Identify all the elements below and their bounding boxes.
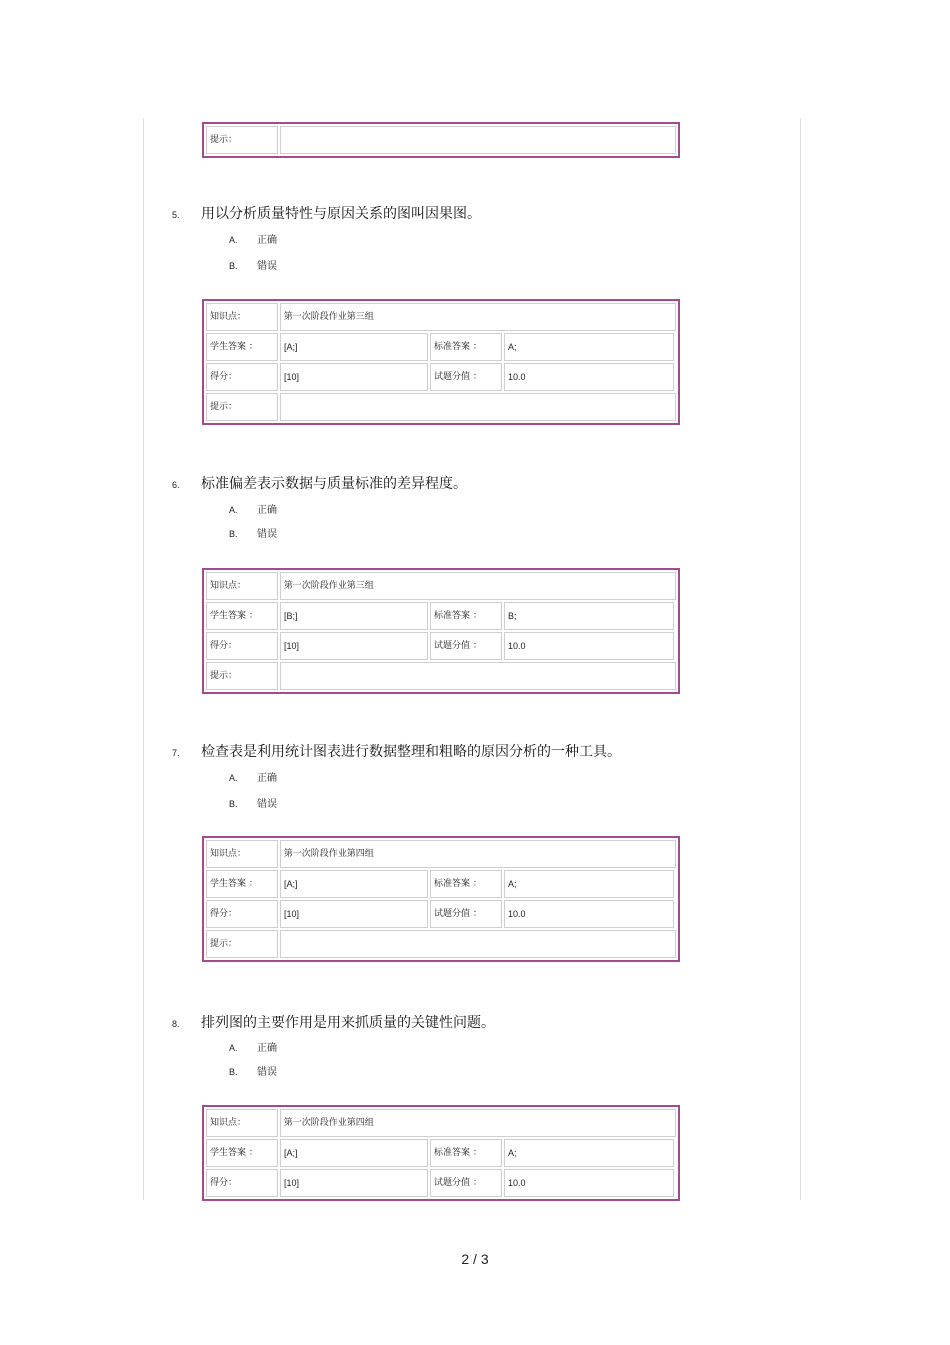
hint-label: 提示： [206, 930, 278, 958]
student-answer-value: [B;] [280, 602, 428, 630]
knowledge-row [206, 572, 676, 600]
question-score-value: 10.0 [504, 900, 674, 928]
right-border-line [800, 118, 801, 1200]
knowledge-row [206, 303, 676, 331]
question-text: 检查表是利用统计图表进行数据整理和粗略的原因分析的一种工具。 [201, 744, 621, 760]
knowledge-row [206, 1109, 676, 1137]
hint-label: 提示： [206, 126, 278, 154]
option-a: A. 正确 [229, 235, 277, 246]
question-number: 7. [172, 748, 180, 758]
student-answer-label: 学生答案 ： [206, 870, 278, 898]
answer-row [206, 1139, 676, 1167]
score-row [206, 1169, 676, 1197]
hint-row [206, 662, 676, 690]
score-value: [10] [280, 900, 428, 928]
standard-answer-value: A; [504, 1139, 674, 1167]
knowledge-value: 第一次阶段作业第三组 [280, 572, 676, 600]
answer-box [202, 568, 680, 694]
option-b: B. 错误 [229, 1067, 277, 1078]
knowledge-value: 第一次阶段作业第四组 [280, 840, 676, 868]
question-score-value: 10.0 [504, 363, 674, 391]
option-a: A. 正确 [229, 505, 277, 516]
score-value: [10] [280, 1169, 428, 1197]
question-score-label: 试题分值 ： [430, 900, 502, 928]
knowledge-label: 知识点： [206, 840, 278, 868]
hint-row [206, 930, 676, 958]
student-answer-label: 学生答案 ： [206, 333, 278, 361]
question-score-label: 试题分值 ： [430, 363, 502, 391]
standard-answer-label: 标准答案 ： [430, 602, 502, 630]
question-number: 6. [172, 480, 180, 490]
hint-value [280, 393, 676, 421]
score-label: 得分： [206, 363, 278, 391]
question-text: 用以分析质量特性与原因关系的图叫因果图。 [201, 206, 481, 222]
answer-box [202, 1105, 680, 1201]
answer-row [206, 870, 676, 898]
standard-answer-label: 标准答案 ： [430, 333, 502, 361]
question-text: 标准偏差表示数据与质量标准的差异程度。 [201, 476, 467, 492]
page-number: 2 / 3 [461, 1251, 489, 1267]
student-answer-value: [A;] [280, 870, 428, 898]
score-label: 得分： [206, 1169, 278, 1197]
standard-answer-label: 标准答案 ： [430, 1139, 502, 1167]
knowledge-value: 第一次阶段作业第四组 [280, 1109, 676, 1137]
standard-answer-value: A; [504, 333, 674, 361]
option-a: A. 正确 [229, 1043, 277, 1054]
standard-answer-value: A; [504, 870, 674, 898]
option-b: B. 错误 [229, 799, 277, 810]
hint-value [280, 662, 676, 690]
student-answer-label: 学生答案 ： [206, 1139, 278, 1167]
answer-row [206, 333, 676, 361]
question-score-label: 试题分值 ： [430, 1169, 502, 1197]
question-score-label: 试题分值 ： [430, 632, 502, 660]
option-b: B. 错误 [229, 261, 277, 272]
hint-label: 提示： [206, 393, 278, 421]
question-number: 8. [172, 1019, 180, 1029]
answer-box [202, 299, 680, 425]
knowledge-label: 知识点： [206, 1109, 278, 1137]
score-row [206, 363, 676, 391]
student-answer-label: 学生答案 ： [206, 602, 278, 630]
option-b: B. 错误 [229, 529, 277, 540]
knowledge-row [206, 840, 676, 868]
question-score-value: 10.0 [504, 1169, 674, 1197]
score-label: 得分： [206, 632, 278, 660]
score-row [206, 900, 676, 928]
question-score-value: 10.0 [504, 632, 674, 660]
hint-row [206, 126, 676, 154]
option-a: A. 正确 [229, 773, 277, 784]
score-row [206, 632, 676, 660]
student-answer-value: [A;] [280, 1139, 428, 1167]
knowledge-label: 知识点： [206, 303, 278, 331]
answer-row [206, 602, 676, 630]
question-text: 排列图的主要作用是用来抓质量的关键性问题。 [201, 1015, 495, 1031]
score-value: [10] [280, 363, 428, 391]
student-answer-value: [A;] [280, 333, 428, 361]
standard-answer-value: B; [504, 602, 674, 630]
question-number: 5. [172, 210, 180, 220]
answer-box [202, 836, 680, 962]
hint-label: 提示： [206, 662, 278, 690]
hint-row [206, 393, 676, 421]
knowledge-value: 第一次阶段作业第三组 [280, 303, 676, 331]
score-value: [10] [280, 632, 428, 660]
hint-value [280, 126, 676, 154]
q4-hint-box [202, 122, 680, 158]
left-border-line [143, 118, 144, 1200]
standard-answer-label: 标准答案 ： [430, 870, 502, 898]
score-label: 得分： [206, 900, 278, 928]
knowledge-label: 知识点： [206, 572, 278, 600]
hint-value [280, 930, 676, 958]
